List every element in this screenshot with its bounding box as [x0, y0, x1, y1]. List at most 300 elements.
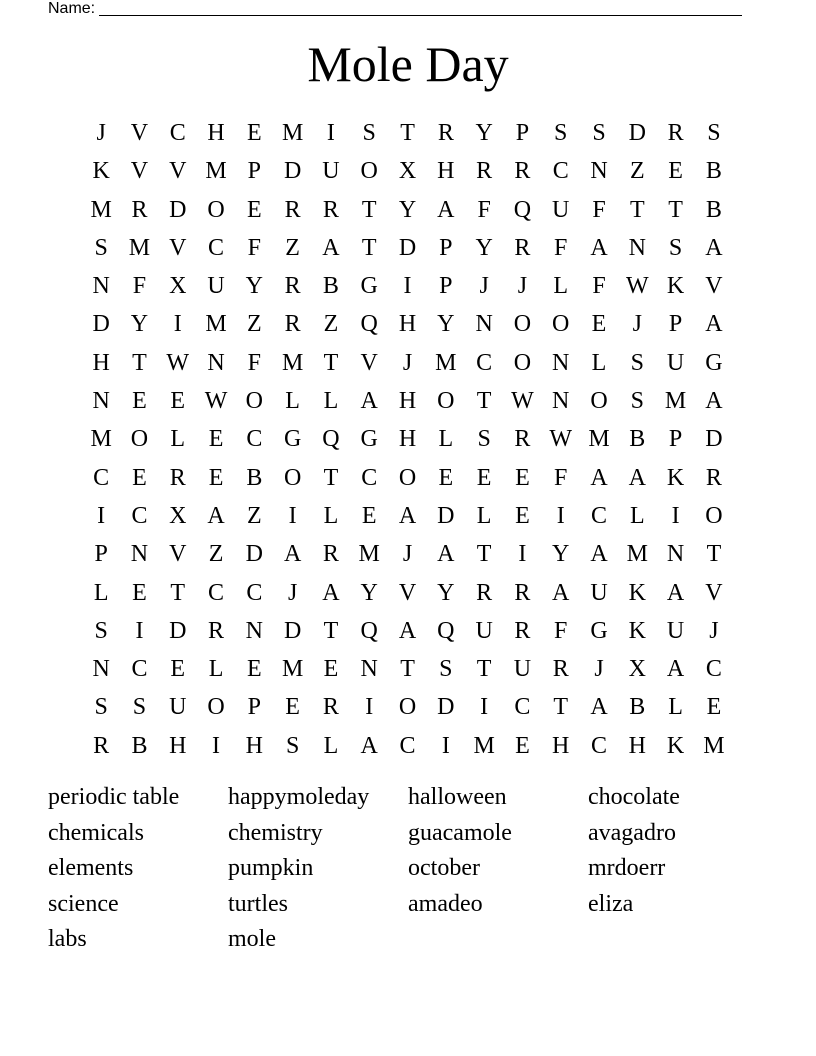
grid-letter: A [322, 579, 340, 606]
grid-letter: D [437, 694, 455, 721]
word-list-item: labs [48, 926, 87, 953]
grid-letter: I [441, 732, 450, 759]
grid-letter: L [591, 349, 607, 376]
grid-letter: T [361, 196, 377, 223]
grid-letter: H [398, 388, 417, 415]
grid-letter: T [629, 196, 645, 223]
grid-letter: K [628, 617, 646, 644]
word-search-grid [82, 114, 733, 765]
grid-letter: R [322, 541, 339, 568]
grid-letter: U [322, 158, 340, 185]
word-list-item: amadeo [408, 890, 483, 917]
grid-letter: A [437, 541, 455, 568]
grid-letter: A [705, 234, 723, 261]
grid-letter: I [365, 694, 374, 721]
grid-letter: Q [513, 196, 532, 223]
grid-letter: J [594, 656, 604, 683]
grid-letter: S [477, 426, 491, 453]
grid-letter: N [475, 311, 493, 338]
grid-letter: W [204, 388, 228, 415]
grid-letter: L [208, 656, 224, 683]
grid-letter: A [360, 388, 378, 415]
grid-letter: K [666, 464, 685, 491]
grid-letter: S [630, 388, 644, 415]
grid-letter: J [402, 541, 413, 568]
grid-letter: T [476, 656, 492, 683]
grid-letter: D [169, 196, 187, 223]
grid-letter: R [131, 196, 148, 223]
grid-letter: R [284, 273, 301, 300]
grid-letter: L [170, 426, 186, 453]
word-list-column [588, 780, 768, 958]
grid-letter: D [398, 234, 417, 261]
grid-letter: M [588, 426, 610, 453]
grid-letter: E [515, 732, 530, 759]
grid-letter: R [514, 158, 531, 185]
grid-letter: Q [360, 617, 378, 644]
grid-letter: R [514, 234, 531, 261]
grid-letter: I [173, 311, 182, 338]
grid-letter: I [212, 732, 221, 759]
word-list-item: halloween [408, 784, 507, 810]
grid-letter: E [208, 426, 224, 453]
grid-letter: O [705, 502, 723, 529]
grid-letter: E [515, 464, 530, 491]
grid-letter: A [398, 502, 417, 529]
grid-letter: W [166, 349, 190, 376]
grid-letter: M [435, 349, 457, 376]
name-label: Name: [48, 0, 96, 17]
grid-letter: I [556, 502, 565, 529]
grid-letter: M [703, 732, 725, 759]
grid-letter: U [207, 273, 225, 300]
grid-letter: M [626, 541, 648, 568]
grid-letter: G [360, 426, 378, 453]
grid-letter: Y [245, 273, 263, 300]
grid-letter: Z [247, 311, 262, 338]
grid-letter: H [207, 120, 225, 146]
grid-letter: Y [475, 120, 493, 146]
grid-letter: V [169, 541, 187, 568]
grid-letter: R [437, 120, 454, 146]
grid-letter: B [629, 426, 646, 453]
grid-letter: S [285, 732, 300, 759]
grid-letter: R [284, 311, 301, 338]
grid-letter: E [170, 656, 186, 683]
grid-letter: L [93, 579, 109, 606]
grid-letter: F [592, 196, 606, 223]
grid-letter: E [476, 464, 492, 491]
grid-letter: G [360, 273, 378, 300]
grid-letter: I [671, 502, 680, 529]
grid-letter: Q [360, 311, 378, 338]
grid-letter: M [664, 388, 687, 415]
grid-letter: X [398, 158, 417, 185]
grid-letter: A [552, 579, 570, 606]
grid-letter: G [705, 349, 723, 376]
grid-letter: O [398, 694, 417, 721]
grid-letter: Z [323, 311, 339, 338]
grid-letter: R [284, 196, 301, 223]
grid-letter: O [360, 158, 378, 185]
grid-letter: R [322, 196, 339, 223]
grid-letter: C [246, 579, 263, 606]
grid-letter: A [705, 388, 723, 415]
grid-letter: F [247, 349, 262, 376]
grid-letter: V [398, 579, 417, 606]
grid-letter: L [553, 273, 569, 300]
grid-letter: A [398, 617, 417, 644]
grid-letter: W [511, 388, 534, 415]
grid-letter: A [322, 234, 340, 261]
grid-letter: V [360, 349, 378, 376]
grid-letter: X [169, 273, 187, 300]
word-list-item: pumpkin [228, 855, 314, 882]
grid-letter: N [130, 541, 149, 568]
grid-letter: H [169, 732, 187, 759]
grid-letter: O [245, 388, 263, 415]
grid-letter: Z [208, 541, 224, 568]
grid-letter: F [554, 234, 568, 261]
grid-letter: D [283, 617, 302, 644]
grid-letter: E [208, 464, 224, 491]
grid-letter: M [128, 234, 151, 261]
grid-letter: C [399, 732, 416, 759]
grid-letter: S [630, 349, 644, 376]
grid-letter: R [552, 656, 569, 683]
word-list-item: october [408, 855, 480, 882]
grid-letter: P [439, 273, 453, 300]
grid-letter: A [590, 694, 608, 721]
grid-letter: M [205, 311, 227, 338]
grid-letter: V [705, 273, 723, 300]
grid-letter: D [169, 617, 187, 644]
grid-letter: U [552, 196, 570, 223]
grid-letter: M [358, 541, 380, 568]
grid-letter: K [666, 732, 685, 759]
grid-letter: E [132, 388, 147, 415]
grid-letter: V [130, 120, 149, 146]
word-list-column [48, 780, 228, 958]
grid-letter: N [92, 656, 110, 683]
grid-letter: N [92, 388, 110, 415]
grid-letter: R [476, 579, 493, 606]
grid-letter: I [97, 502, 106, 529]
grid-letter: M [90, 196, 112, 223]
grid-letter: N [590, 158, 608, 185]
grid-letter: R [514, 579, 531, 606]
grid-letter: S [94, 234, 108, 261]
word-list-item: happymoleday [228, 784, 370, 810]
grid-letter: D [628, 120, 646, 146]
grid-letter: O [513, 311, 532, 338]
grid-letter: N [552, 349, 570, 376]
grid-letter: T [323, 349, 339, 376]
grid-letter: I [403, 273, 412, 300]
grid-letter: E [361, 502, 377, 529]
grid-letter: C [169, 120, 186, 146]
grid-letter: H [437, 158, 455, 185]
grid-letter: X [628, 656, 646, 683]
grid-letter: S [362, 120, 376, 146]
grid-letter: J [709, 617, 719, 644]
grid-letter: L [668, 694, 683, 721]
grid-letter: D [283, 158, 302, 185]
grid-letter: I [288, 502, 297, 529]
grid-letter: U [590, 579, 608, 606]
grid-letter: Y [360, 579, 378, 606]
grid-letter: I [326, 120, 335, 146]
grid-letter: H [398, 311, 417, 338]
grid-letter: E [285, 694, 300, 721]
word-list-item: periodic table [48, 784, 180, 810]
grid-letter: V [169, 234, 187, 261]
word-list-column [408, 780, 588, 958]
grid-letter: E [247, 656, 262, 683]
grid-letter: M [281, 120, 304, 146]
grid-letter: E [706, 694, 722, 721]
grid-letter: M [281, 656, 304, 683]
grid-letter: Y [437, 311, 455, 338]
grid-letter: J [402, 349, 413, 376]
grid-letter: G [283, 426, 302, 453]
grid-letter: S [94, 694, 108, 721]
word-list-item: turtles [228, 890, 288, 917]
grid-letter: O [590, 388, 608, 415]
grid-letter: B [131, 732, 148, 759]
grid-letter: T [132, 349, 147, 376]
grid-letter: R [476, 158, 493, 185]
grid-letter: A [705, 311, 723, 338]
grid-letter: L [323, 502, 339, 529]
grid-letter: Q [322, 426, 340, 453]
grid-letter: A [590, 464, 608, 491]
grid-letter: A [360, 732, 378, 759]
grid-letter: P [439, 234, 453, 261]
grid-letter: C [361, 464, 378, 491]
grid-letter: A [283, 541, 302, 568]
grid-letter: D [437, 502, 455, 529]
grid-letter: T [476, 388, 492, 415]
grid-letter: D [245, 541, 263, 568]
grid-letter: S [554, 120, 568, 146]
grid-letter: U [666, 617, 685, 644]
grid-letter: J [287, 579, 298, 606]
grid-letter: L [285, 388, 300, 415]
grid-letter: Z [247, 502, 262, 529]
grid-letter: A [590, 541, 608, 568]
grid-letter: B [705, 196, 722, 223]
grid-letter: E [247, 120, 262, 146]
grid-letter: B [705, 158, 722, 185]
grid-letter: I [480, 694, 489, 721]
grid-letter: X [169, 502, 187, 529]
grid-letter: A [666, 656, 685, 683]
grid-letter: C [514, 694, 531, 721]
grid-letter: J [517, 273, 528, 300]
grid-letter: D [92, 311, 110, 338]
grid-letter: T [323, 464, 339, 491]
word-list-item: mrdoerr [588, 855, 666, 882]
grid-letter: F [554, 617, 568, 644]
name-blank-line [99, 0, 742, 16]
grid-letter: L [476, 502, 492, 529]
grid-letter: A [590, 234, 608, 261]
grid-letter: B [246, 464, 263, 491]
grid-letter: T [170, 579, 186, 606]
grid-letter: F [477, 196, 491, 223]
grid-letter: A [666, 579, 685, 606]
word-list-item: mole [228, 926, 276, 953]
grid-letter: P [94, 541, 108, 568]
word-list-item: elements [48, 855, 134, 882]
grid-letter: P [247, 694, 262, 721]
word-list-item: chemicals [48, 819, 144, 846]
grid-letter: H [92, 349, 110, 376]
grid-letter: O [283, 464, 302, 491]
grid-letter: B [629, 694, 646, 721]
grid-letter: A [628, 464, 646, 491]
grid-letter: L [323, 732, 339, 759]
page-title: Mole Day [307, 36, 509, 92]
grid-letter: U [169, 694, 187, 721]
grid-letter: G [590, 617, 608, 644]
grid-letter: C [591, 732, 608, 759]
grid-letter: T [553, 694, 569, 721]
grid-letter: T [323, 617, 339, 644]
grid-letter: R [169, 464, 186, 491]
grid-letter: J [96, 120, 106, 146]
grid-letter: N [666, 541, 685, 568]
grid-letter: M [205, 158, 227, 185]
grid-letter: S [668, 234, 683, 261]
grid-letter: K [666, 273, 685, 300]
grid-letter: J [632, 311, 642, 338]
grid-letter: C [208, 234, 225, 261]
grid-letter: Y [475, 234, 493, 261]
grid-letter: Y [437, 579, 455, 606]
grid-letter: N [360, 656, 378, 683]
grid-letter: O [207, 694, 225, 721]
grid-letter: V [169, 158, 187, 185]
grid-letter: C [591, 502, 608, 529]
grid-letter: L [323, 388, 339, 415]
grid-letter: T [706, 541, 722, 568]
grid-letter: O [398, 464, 417, 491]
grid-letter: P [247, 158, 262, 185]
grid-letter: O [552, 311, 570, 338]
grid-letter: R [705, 464, 722, 491]
grid-letter: H [552, 732, 570, 759]
grid-letter: M [473, 732, 495, 759]
grid-letter: O [130, 426, 149, 453]
word-list-item: avagadro [588, 819, 676, 846]
grid-letter: E [247, 196, 262, 223]
grid-letter: C [246, 426, 263, 453]
word-list-item: chemistry [228, 819, 323, 846]
grid-letter: F [247, 234, 262, 261]
grid-letter: O [207, 196, 225, 223]
grid-letter: V [130, 158, 149, 185]
grid-letter: Y [130, 311, 149, 338]
grid-letter: K [628, 579, 646, 606]
grid-letter: N [245, 617, 263, 644]
grid-letter: R [667, 120, 684, 146]
grid-letter: E [132, 579, 147, 606]
grid-letter: A [437, 196, 455, 223]
grid-letter: S [94, 617, 108, 644]
grid-letter: F [592, 273, 606, 300]
grid-letter: N [628, 234, 646, 261]
word-list-column [228, 780, 408, 958]
grid-letter: C [705, 656, 722, 683]
grid-letter: E [438, 464, 454, 491]
grid-letter: H [398, 426, 417, 453]
grid-letter: T [400, 120, 415, 146]
grid-letter: C [131, 656, 148, 683]
grid-letter: K [92, 158, 110, 185]
grid-letter: Y [398, 196, 417, 223]
grid-letter: Q [437, 617, 455, 644]
grid-letter: S [439, 656, 453, 683]
word-list [48, 780, 768, 958]
grid-letter: B [322, 273, 339, 300]
grid-letter: E [515, 502, 530, 529]
grid-letter: C [476, 349, 493, 376]
grid-letter: J [479, 273, 489, 300]
grid-letter: R [322, 694, 339, 721]
grid-letter: W [625, 273, 649, 300]
grid-letter: U [666, 349, 685, 376]
grid-letter: P [668, 426, 683, 453]
grid-letter: W [549, 426, 573, 453]
grid-letter: C [93, 464, 110, 491]
grid-letter: H [245, 732, 263, 759]
grid-letter: U [475, 617, 493, 644]
grid-letter: E [668, 158, 683, 185]
grid-letter: P [668, 311, 683, 338]
grid-letter: L [629, 502, 645, 529]
grid-letter: L [438, 426, 454, 453]
word-list-item: science [48, 890, 119, 917]
grid-letter: T [476, 541, 492, 568]
grid-letter: R [93, 732, 110, 759]
grid-letter: U [513, 656, 532, 683]
grid-letter: N [552, 388, 570, 415]
grid-letter: F [132, 273, 147, 300]
grid-letter: E [132, 464, 147, 491]
word-list-item: eliza [588, 890, 634, 917]
grid-letter: N [207, 349, 225, 376]
grid-letter: S [132, 694, 147, 721]
grid-letter: Z [629, 158, 645, 185]
grid-letter: R [514, 617, 531, 644]
grid-letter: T [400, 656, 415, 683]
grid-letter: E [591, 311, 607, 338]
grid-letter: Z [285, 234, 300, 261]
grid-letter: C [131, 502, 148, 529]
grid-letter: S [592, 120, 606, 146]
grid-letter: T [361, 234, 377, 261]
grid-letter: I [518, 541, 527, 568]
grid-letter: E [170, 388, 186, 415]
grid-letter: A [207, 502, 225, 529]
grid-letter: T [668, 196, 683, 223]
grid-letter: M [281, 349, 304, 376]
word-list-item: chocolate [588, 784, 680, 810]
grid-letter: N [92, 273, 110, 300]
grid-letter: D [705, 426, 723, 453]
